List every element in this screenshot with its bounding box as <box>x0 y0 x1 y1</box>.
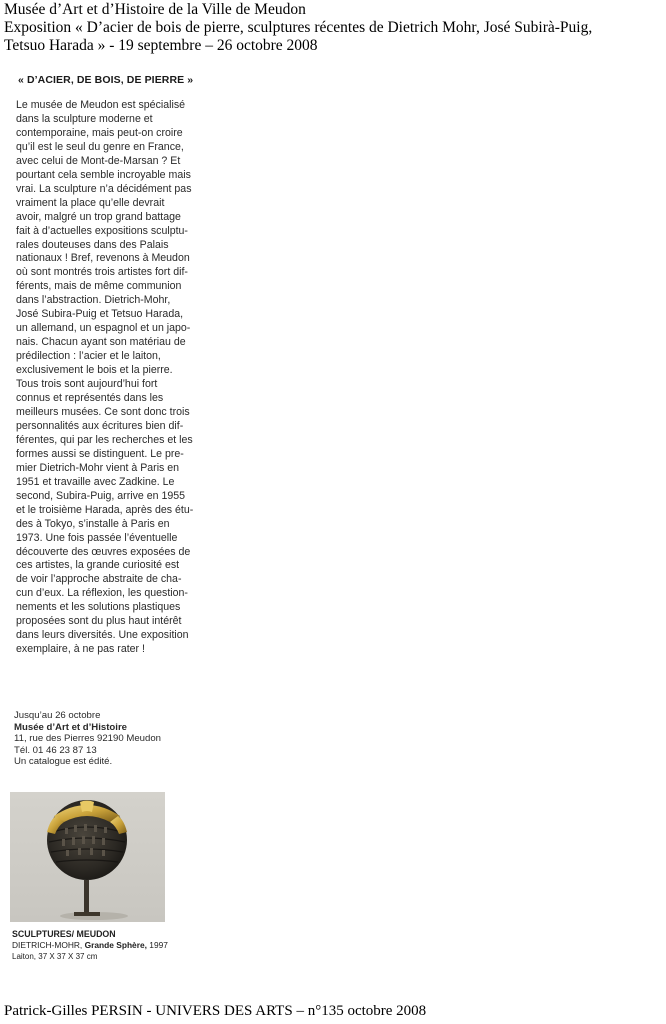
article-body-line: fait à d’actuelles expositions sculptu- <box>16 224 188 237</box>
article-body-line: prédilection : l’acier et le laiton, <box>16 350 161 363</box>
article-title: « D’ACIER, DE BOIS, DE PIERRE » <box>18 74 194 86</box>
article-body-line: mier Dietrich-Mohr vient à Paris en <box>16 461 180 474</box>
article-body-line: rales douteuses dans des Palais <box>16 238 169 251</box>
article-body-line: des à Tokyo, s’installe à Paris en <box>16 517 170 530</box>
article-body-line: qu’il est le seul du genre en France, <box>16 140 184 153</box>
sphere-sculpture-image <box>10 792 165 922</box>
header-exhibition-line-cont: Tetsuo Harada » - 19 septembre – 26 octobre 2008 <box>4 37 318 54</box>
article-body-line: nationaux ! Bref, revenons à Meudon <box>16 252 190 265</box>
article-body-line: dans la sculpture moderne et <box>16 112 153 125</box>
article-body-line: Le musée de Meudon est spécialisé <box>16 99 186 111</box>
article-body-line: férentes, qui par les recherches et les <box>16 433 193 446</box>
article-body-line: avoir, malgré un trop grand battage <box>16 210 181 223</box>
info-catalogue: Un catalogue est édité. <box>14 756 113 768</box>
article-body-line: Tous trois sont aujourd’hui fort <box>16 378 158 391</box>
caption-artist: DIETRICH-MOHR, <box>12 940 83 950</box>
article-body-line: dans leurs diversités. Une exposition <box>16 629 189 642</box>
article-body-line: José Subira-Puig et Tetsuo Harada, <box>16 308 184 321</box>
article-body-line: vraiment la place qu’elle devrait <box>16 196 165 209</box>
caption-material: Laiton, 37 X 37 X 37 cm <box>12 952 98 961</box>
article-body-line: nais. Chacun ayant son matériau de <box>16 336 186 349</box>
document-footer: Patrick-Gilles PERSIN - UNIVERS DES ARTS – n°135 octobre 2008 <box>4 1003 427 1019</box>
article-body-line: de voir l’approche abstraite de cha- <box>16 573 182 586</box>
info-address: 11, rue des Pierres 92190 Meudon <box>14 733 162 745</box>
article-body-line: découverte des œuvres exposées de <box>16 545 191 558</box>
article-body-line: cun d’eux. La réflexion, les question- <box>16 587 188 600</box>
article-body-line: dans l’abstraction. Dietrich-Mohr, <box>16 294 171 307</box>
article-body-line: personnalités aux écritures bien dif- <box>16 419 184 432</box>
caption-work-line <box>12 940 262 951</box>
article-body-line: second, Subira-Puig, arrive en 1955 <box>16 489 186 502</box>
exhibition-info <box>14 710 244 768</box>
article-body-line: formes aussi se distinguent. Le pre- <box>16 447 184 460</box>
info-phone: Tél. 01 46 23 87 13 <box>14 744 97 756</box>
article-body-line: exemplaire, à ne pas rater ! <box>16 643 145 656</box>
article-body-line: et le troisième Harada, après des étu- <box>16 503 194 516</box>
article-body-line: proposées sont du plus haut intérêt <box>16 615 182 628</box>
header-exhibition-line: Exposition « D’acier de bois de pierre, sculptures récentes de Dietrich Mohr, José Subirà-Puig, <box>4 19 593 36</box>
article-body-line: connus et représentés dans les <box>16 392 164 405</box>
caption-work: Grande Sphère, <box>84 940 147 950</box>
article-body-line: férents, mais de même communion <box>16 280 182 293</box>
article-body-line: meilleurs musées. Ce sont donc trois <box>16 405 190 418</box>
article-body-line: où sont montrés trois artistes fort dif- <box>16 266 188 279</box>
caption-title: SCULPTURES/ MEUDON <box>12 929 116 939</box>
article-body-line: pourtant cela semble incroyable mais <box>16 168 191 181</box>
article-body-line: ces artistes, la grande curiosité est <box>16 559 180 572</box>
article-body-line: exclusivement le bois et la pierre. <box>16 364 173 377</box>
article-body-line: 1973. Une fois passée l’éventuelle <box>16 531 178 544</box>
info-museum: Musée d’Art et d’Histoire <box>14 721 128 733</box>
caption-year: 1997 <box>149 940 168 950</box>
article-body-line: contemporaine, mais peut-on croire <box>16 126 183 139</box>
article-body-line: avec celui de Mont-de-Marsan ? Et <box>16 154 181 167</box>
article-body <box>16 99 222 657</box>
document-header <box>4 1 664 55</box>
article-body-line: 1951 et travaille avec Zadkine. Le <box>16 475 175 488</box>
article-body-line: un allemand, un espagnol et un japo- <box>16 322 191 335</box>
article-body-line: vrai. La sculpture n’a décidément pas <box>16 182 192 195</box>
article-body-line: nements et les solutions plastiques <box>16 601 181 614</box>
info-dates: Jusqu’au 26 octobre <box>14 710 101 721</box>
header-museum-line: Musée d’Art et d’Histoire de la Ville de Meudon <box>4 1 306 18</box>
sculpture-photo <box>10 792 165 922</box>
photo-caption <box>12 929 262 962</box>
